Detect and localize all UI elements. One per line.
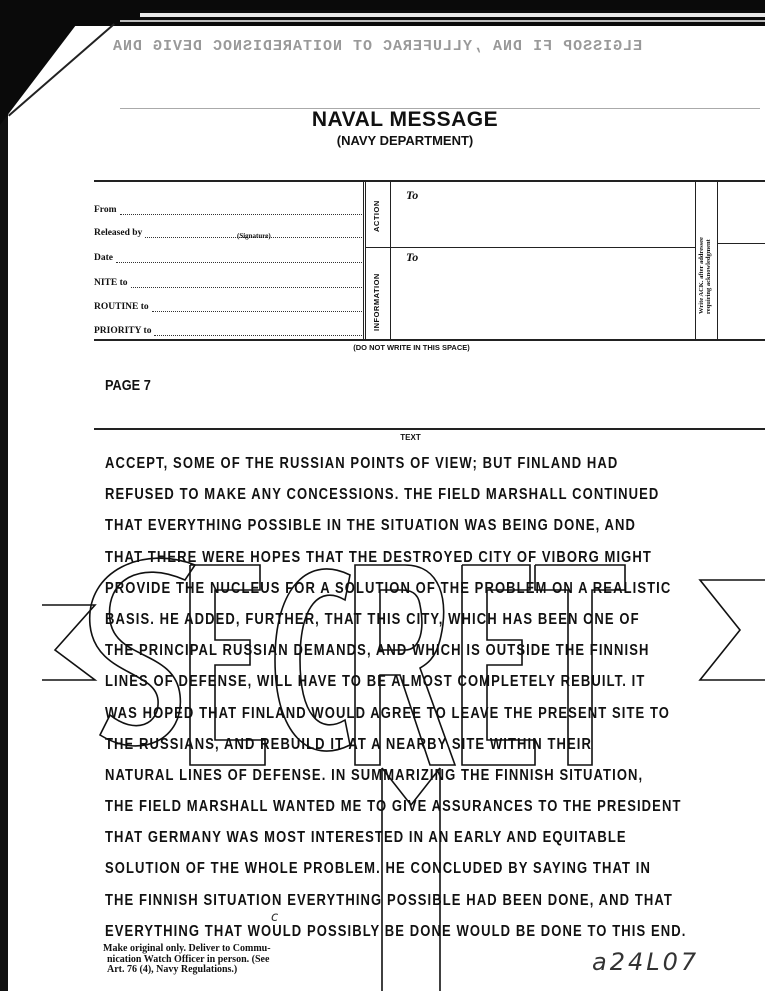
do-not-write-notice: (DO NOT WRITE IN THIS SPACE) xyxy=(353,343,470,352)
information-to-label: To xyxy=(406,250,419,264)
delivery-instructions: Make original only. Deliver to Commu- nication Watch Officer in person. (See Art. 76 (4), Navy Regulations.) xyxy=(103,943,271,975)
ack-instruction: Write ACK. after addressee requiring acknowledgment xyxy=(698,237,712,314)
body-line: THE FINNISH SITUATION EVERYTHING POSSIBLE HAD BEEN DONE, AND THAT xyxy=(105,891,673,909)
body-line: THAT EVERYTHING POSSIBLE IN THE SITUATION WAS BEING DONE, AND xyxy=(105,517,637,535)
priority-to-field: PRIORITY to xyxy=(94,322,362,336)
handwritten-document-number: a24L07 xyxy=(592,948,700,976)
information-label: INFORMATION xyxy=(372,273,381,331)
document-title: NAVAL MESSAGE xyxy=(311,108,499,131)
message-body xyxy=(105,448,765,947)
body-line: THE PRINCIPAL RUSSIAN DEMANDS, AND WHICH IS OUTSIDE THE FINNISH xyxy=(105,642,650,660)
body-line: SOLUTION OF THE WHOLE PROBLEM. HE CONCLUDED BY SAYING THAT IN xyxy=(105,860,651,878)
body-line: REFUSED TO MAKE ANY CONCESSIONS. THE FIELD MARSHALL CONTINUED xyxy=(105,486,660,504)
action-to-label: To xyxy=(406,188,419,202)
action-label: ACTION xyxy=(372,200,381,232)
signature-caption: (Signature) xyxy=(237,232,271,240)
text-section-heading: TEXT xyxy=(400,433,421,442)
body-line: ACCEPT, SOME OF THE RUSSIAN POINTS OF VIEW; BUT FINLAND HAD xyxy=(105,455,619,472)
body-line: THE FIELD MARSHALL WANTED ME TO GIVE ASSURANCES TO THE PRESIDENT xyxy=(105,798,682,816)
body-line: NATURAL LINES OF DEFENSE. IN SUMMARIZING THE FINNISH SITUATION, xyxy=(105,766,644,784)
body-line: BASIS. HE ADDED, FURTHER, THAT THIS CITY, WHICH HAS BEEN ONE OF xyxy=(105,610,640,628)
text-divider xyxy=(94,428,765,430)
folded-corner xyxy=(0,0,95,125)
body-line: LINES OF DEFENSE, WILL HAVE TO BE ALMOST COMPLETELY REBUILT. IT xyxy=(105,673,646,691)
body-line: PROVIDE THE NUCLEUS FOR A SOLUTION OF THE PROBLEM ON A REALISTIC xyxy=(105,579,672,597)
body-line: EVERYTHING THAT WOULD POSSIBLY BE DONE WOULD BE DONE TO THIS END. xyxy=(105,922,687,940)
document-subtitle: (NAVY DEPARTMENT) xyxy=(336,133,474,148)
scan-border-left xyxy=(0,0,8,991)
mirrored-bleed-through-text: ELGISSOP FI DNA ,YLLUFERAC OT NOITAREDISNOC DEVIG DNA xyxy=(112,38,643,55)
handwritten-correction: c xyxy=(271,910,279,925)
body-line: WAS HOPED THAT FINLAND WOULD AGREE TO LEAVE THE PRESENT SITE TO xyxy=(105,704,671,722)
released-by-field: Released by xyxy=(94,224,362,238)
routine-to-field: ROUTINE to xyxy=(94,298,362,312)
scan-border-top xyxy=(0,0,765,26)
body-line: THAT THERE WERE HOPES THAT THE DESTROYED CITY OF VIBORG MIGHT xyxy=(105,548,652,566)
body-line: THE RUSSIANS, AND REBUILD IT AT A NEARBY SITE WITHIN THEIR xyxy=(105,735,592,753)
nite-to-field: NITE to xyxy=(94,274,362,288)
message-header-form xyxy=(94,180,765,341)
date-field: Date xyxy=(94,249,362,263)
from-field: From xyxy=(94,201,362,215)
page-number: PAGE 7 xyxy=(105,377,151,394)
body-line: THAT GERMANY WAS MOST INTERESTED IN AN EARLY AND EQUITABLE xyxy=(105,829,627,847)
